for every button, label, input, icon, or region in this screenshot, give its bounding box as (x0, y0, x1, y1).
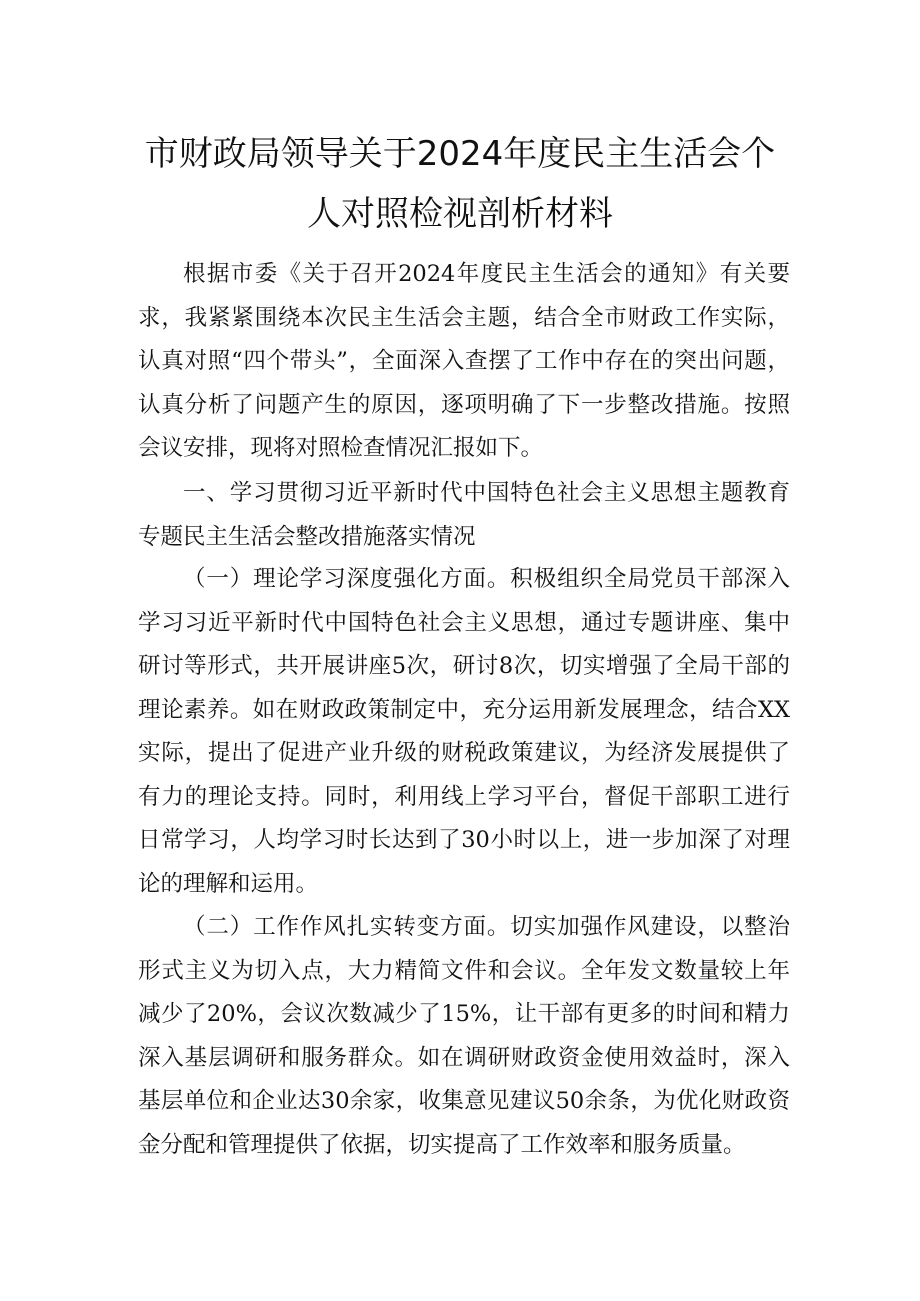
document-title-line-1: 市财政局领导关于2024年度民主生活会个 (144, 134, 776, 174)
intro-paragraph-block (138, 253, 790, 471)
section-1-paragraph: （一）理论学习深度强化方面。积极组织全局党员干部深入学习习近平新时代中国特色社会主义思想，通过专题讲座、集中研讨等形式，共开展讲座5次，研讨8次，切实增强了全局干部的理论素养。如在财政政策制定中，充分运用新发展理念，结合XX实际，提出了促进产业升级的财税政策建议，为经济发展提供了有力的理论支持。同时，利用线上学习平台，督促干部职工进行日常学习，人均学习时长达到了30小时以上，进一步加深了对理论的理解和运用。 (138, 566, 790, 897)
section-2-block (138, 906, 790, 1167)
intro-paragraph: 根据市委《关于召开2024年度民主生活会的通知》有关要求，我紧紧围绕本次民主生活会主题，结合全市财政工作实际，认真对照“四个带头”，全面深入查摆了工作中存在的突出问题，认真分析了问题产生的原因，逐项明确了下一步整改措施。按照会议安排，现将对照检查情况汇报如下。 (138, 261, 790, 461)
section-2-paragraph: （二）工作作风扎实转变方面。切实加强作风建设，以整治形式主义为切入点，大力精简文件和会议。全年发文数量较上年减少了20%，会议次数减少了15%，让干部有更多的时间和精力深入基层调研和服务群众。如在调研财政资金使用效益时，深入基层单位和企业达30余家，收集意见建议50余条，为优化财政资金分配和管理提供了依据，切实提高了工作效率和服务质量。 (138, 914, 790, 1158)
section-1-block (138, 558, 790, 906)
section-heading-1: 一、学习贯彻习近平新时代中国特色社会主义思想主题教育专题民主生活会整改措施落实情况 (138, 480, 790, 550)
document-title-line-2: 人对照检视剖析材料 (307, 194, 613, 234)
